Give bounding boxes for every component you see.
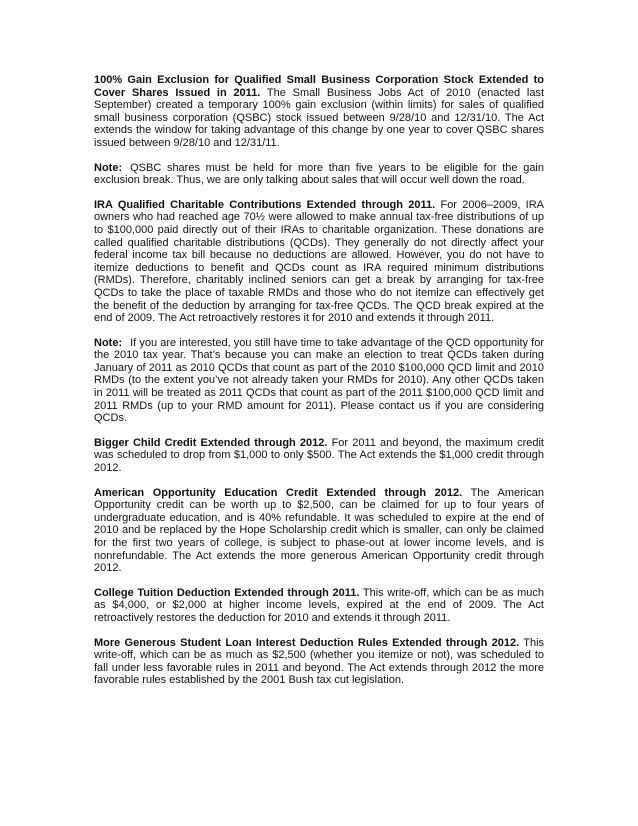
paragraph-heading: IRA Qualified Charitable Contributions Extended through 2011. [94,198,436,211]
note-label: Note: [94,336,123,349]
paragraph-body: This write-off, which can be as much as $4,000, or $2,000 at higher income levels, expired at the end of 2009. The Act retroactively restores the deduction for 2010 and extends it through 2011. [94,586,545,624]
paragraph-heading: American Opportunity Education Credit Extended through 2012. [94,486,463,499]
paragraph-body: QSBC shares must be held for more than five years to be eligible for the gain exclusion break. Thus, we are only talking about sales that will occur well down the road. [94,161,544,187]
paragraph-heading: More Generous Student Loan Interest Deduction Rules Extended through 2012. [94,636,520,649]
paragraph-qsbc-gain-exclusion [94,74,544,150]
paragraph-qsbc-note [94,162,544,187]
paragraph-american-opportunity-credit [94,487,544,575]
paragraph-body: If you are interested, you still have time to take advantage of the QCD opportunity for the 2010 tax year. That’s because you can make an election to treat QCDs taken during January of 2011 as 2010 QCDs that count as part of the 2010 $100,000 QCD limit and 2010 RMDs (to the extent you’ve not already taken your RMDs for 2010). Any other QCDs taken in 2011 will be treated as 2011 QCDs that count as part of the 2011 $100,000 QCD limit and 2011 RMDs (up to your RMD amount for 2011). Please contact us if you are considering QCDs. [94,336,544,425]
paragraph-heading: Bigger Child Credit Extended through 2012. [94,436,328,449]
paragraph-child-credit [94,437,544,475]
paragraph-heading: 100% Gain Exclusion for Qualified Small Business Corporation Stock Extended to Cover Shares Issued in 2011. [94,74,544,99]
paragraph-body: The American Opportunity credit can be worth up to $2,500, can be claimed for up to four years of undergraduate education, and is 40% refundable. It was scheduled to expire at the end of 2010 and be replaced by the Hope Scholarship credit which is smaller, can only be claimed for the first two years of college, is subject to phase-out at lower income levels, and is nonrefundable. The Act extends the more generous American Opportunity credit through 2012. [94,486,544,575]
paragraph-body: The Small Business Jobs Act of 2010 (enacted last September) created a temporary 100% gain exclusion (within limits) for sales of qualified small business corporation (QSBC) stock issued between 9/28/10 and 12/31/10. The Act extends the window for taking advantage of this change by one year to cover QSBC shares issued between 9/28/10 and 12/31/11. [94,86,545,149]
note-label: Note: [94,161,123,174]
paragraph-qcd-note [94,337,544,425]
paragraph-ira-qcd [94,199,544,325]
paragraph-body: This write-off, which can be as much as $2,500 (whether you itemize or not), was scheduled to fall under less favorable rules in 2011 and beyond. The Act extends through 2012 the more favorable rules established by the 2001 Bush tax cut legislation. [94,636,545,687]
paragraph-heading: College Tuition Deduction Extended through 2011. [94,586,360,599]
paragraph-tuition-deduction [94,587,544,625]
paragraph-student-loan-interest [94,637,544,687]
document-page [94,74,544,699]
paragraph-body: For 2011 and beyond, the maximum credit was scheduled to drop from $1,000 to only $500. The Act extends the $1,000 credit through 2012. [94,436,544,475]
paragraph-body: For 2006–2009, IRA owners who had reached age 70½ were allowed to make annual tax-free distributions of up to $100,000 paid directly out of their IRAs to charitable organization. These donations are called qualified charitable distributions (QCDs). They generally do not directly affect your federal income tax bill because no deductions are allowed. However, you do not have to itemize deductions to benefit and QCDs count as IRA required minimum distributions (RMDs). Therefore, charitably inclined seniors can get a break by arranging for tax-free QCDs to take the place of taxable RMDs and those who do not itemize can effectively get the benefit of the deduction by arranging for tax-free QCDs. The QCD break expired at the end of 2009. The Act retroactively restores it for 2010 and extends it through 2011. [94,198,545,325]
